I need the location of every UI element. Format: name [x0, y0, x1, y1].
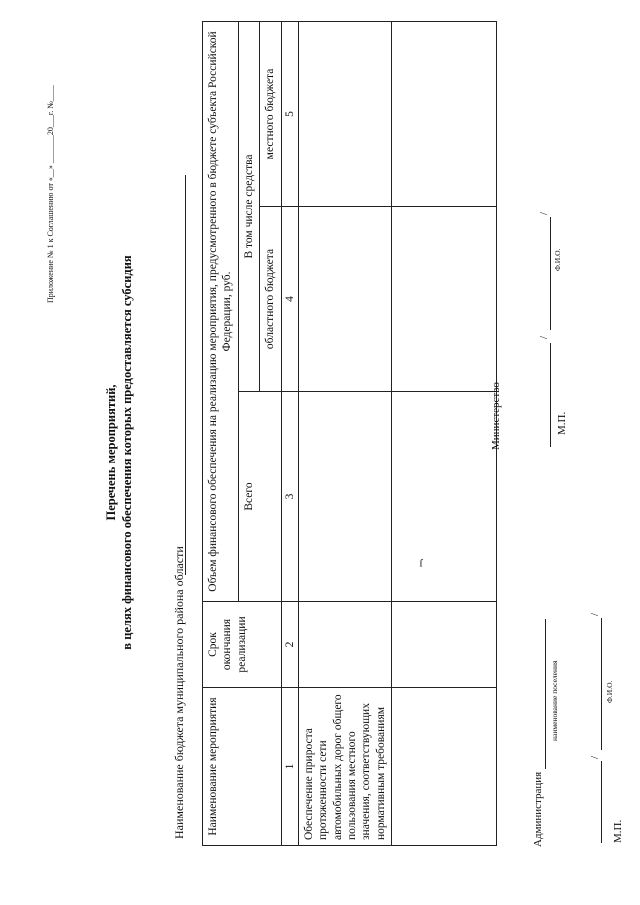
right-end-slash: /	[538, 211, 550, 215]
empty-cell	[392, 392, 497, 602]
empty-cell	[392, 688, 497, 846]
column-number-2: 2	[281, 602, 298, 688]
empty-cell	[392, 207, 497, 392]
administration-name-line	[545, 619, 546, 769]
settlement-name-caption: наименование поселения	[550, 660, 559, 741]
left-slash: /	[589, 755, 601, 759]
header-term: Срок окончания реализации	[203, 602, 282, 688]
left-signature-line	[601, 761, 602, 843]
header-measure-name: Наименование мероприятия	[203, 688, 282, 846]
empty-cell	[392, 602, 497, 688]
header-local-budget: местного бюджета	[260, 21, 281, 206]
right-signature-line	[550, 343, 551, 447]
column-number-4: 4	[281, 207, 298, 392]
document-title: Перечень мероприятий,	[104, 384, 118, 521]
left-fio-caption: Ф.И.О.	[605, 680, 614, 703]
empty-cell	[392, 21, 497, 206]
measure-regional-cell	[298, 207, 391, 392]
left-end-slash: /	[589, 612, 601, 616]
document-subtitle: в целях финансового обеспечения которых предоставляется субсидия	[120, 255, 134, 650]
right-fio-line	[550, 217, 551, 330]
budget-name-label: Наименование бюджета муниципального района области	[172, 546, 186, 839]
measures-table	[202, 21, 497, 846]
measure-total-cell	[298, 392, 391, 602]
left-fio-line	[601, 618, 602, 750]
stray-pen-mark: ſ	[419, 557, 423, 570]
budget-name-underline	[185, 175, 186, 575]
right-stamp-place: М.П.	[556, 411, 568, 435]
left-stamp-place: М.П.	[612, 819, 624, 843]
annex-reference: Приложение № 1 к Соглашению от «__» _______20___г. №____	[46, 85, 55, 303]
ministry-label: Министерство	[490, 382, 502, 450]
header-regional-budget: областного бюджета	[260, 207, 281, 392]
column-number-3: 3	[281, 392, 298, 602]
measure-local-cell	[298, 21, 391, 206]
measure-term-cell	[298, 602, 391, 688]
right-fio-caption: Ф.И.О.	[553, 248, 562, 271]
administration-label: Администрация	[532, 771, 544, 847]
measure-name-cell: Обеспечение прироста протяженности сети автомобильных дорог общего пользования местного значения, соответствующих нормативным требованиям	[298, 688, 391, 846]
header-funding-volume: Объем финансового обеспечения на реализацию мероприятия, предусмотренного в бюджете субъекта Российской Федерации, руб.	[203, 21, 239, 601]
table-row	[298, 21, 391, 845]
header-including: В том числе средства	[238, 21, 259, 391]
header-total: Всего	[238, 392, 281, 602]
column-number-5: 5	[281, 21, 298, 206]
column-number-1: 1	[281, 688, 298, 846]
right-slash: /	[538, 335, 550, 339]
